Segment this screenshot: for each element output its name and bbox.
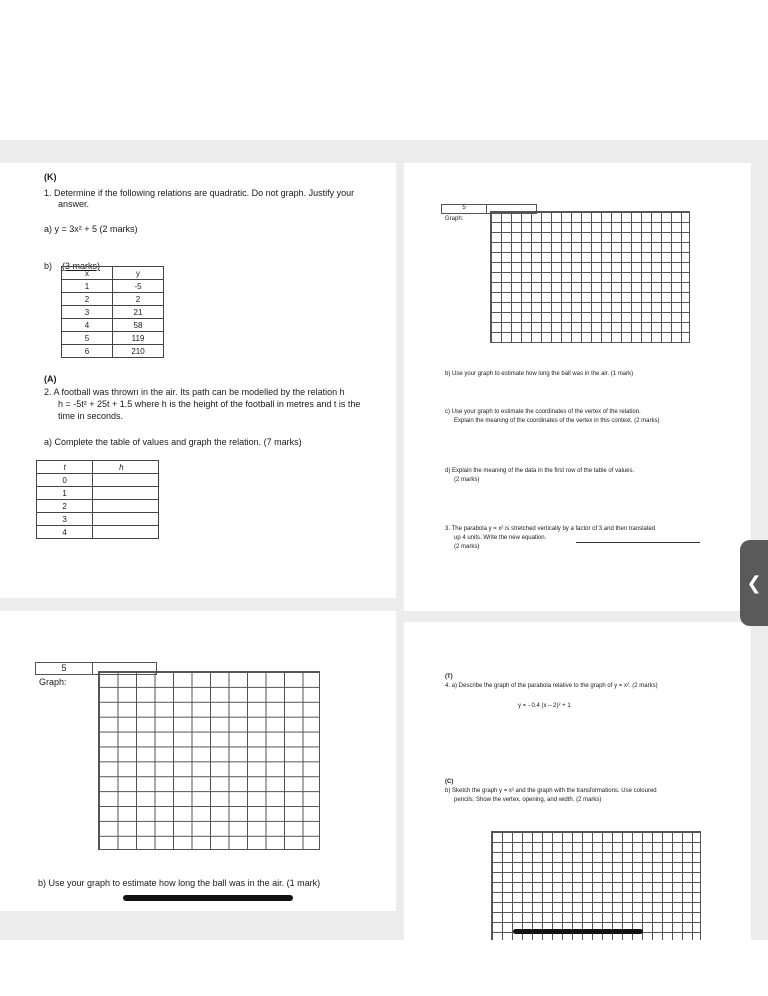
table-header-row bbox=[62, 267, 164, 280]
question-1b-label: b) bbox=[44, 261, 53, 271]
cell-h[interactable] bbox=[93, 500, 159, 513]
cell-y: 2 bbox=[113, 293, 164, 306]
col-header-y: y bbox=[113, 267, 164, 280]
table-xy bbox=[61, 266, 164, 358]
question-b: b) Use your graph to estimate how long the ball was in the air. (1 mark) bbox=[38, 878, 321, 888]
scroll-handle[interactable] bbox=[513, 929, 643, 934]
table-row bbox=[37, 487, 159, 500]
table-row bbox=[62, 306, 164, 319]
table-row bbox=[62, 332, 164, 345]
question-d: d) Explain the meaning of the data in the first row of the table of values. bbox=[445, 468, 635, 474]
a-label: (A) bbox=[44, 374, 57, 384]
table-row bbox=[37, 500, 159, 513]
graph-label: Graph: bbox=[445, 216, 464, 222]
page-2[interactable] bbox=[404, 163, 751, 611]
question-2a: a) Complete the table of values and graph the relation. (7 marks) bbox=[44, 437, 302, 447]
cell-x: 6 bbox=[62, 345, 113, 358]
question-4b-cont: pencils. Show the vertex, opening, and width. (2 marks) bbox=[454, 797, 602, 803]
answer-line[interactable] bbox=[576, 542, 700, 543]
table-row bbox=[62, 293, 164, 306]
col-header-h: h bbox=[93, 461, 159, 474]
cell-x: 1 bbox=[62, 280, 113, 293]
table-th bbox=[36, 460, 159, 539]
cell-h[interactable] bbox=[93, 487, 159, 500]
question-2-cont: time in seconds. bbox=[58, 411, 124, 421]
question-4a: 4. a) Describe the graph of the parabola relative to the graph of y = x². (2 marks) bbox=[445, 683, 658, 689]
t-label: (T) bbox=[445, 674, 453, 680]
question-3: 3. The parabola y = x² is stretched vertically by a factor of 3 and then translated bbox=[445, 526, 656, 532]
score-value: 5 bbox=[441, 204, 487, 214]
chevron-left-icon: ❮ bbox=[746, 572, 762, 594]
table-row bbox=[62, 319, 164, 332]
question-2: 2. A football was thrown in the air. Its path can be modelled by the relation h bbox=[44, 387, 345, 397]
question-1b-marks: (3 marks) bbox=[62, 261, 100, 271]
cell-y: 21 bbox=[113, 306, 164, 319]
cell-t: 0 bbox=[37, 474, 93, 487]
cell-h[interactable] bbox=[93, 526, 159, 539]
side-panel-toggle[interactable] bbox=[740, 540, 768, 626]
col-header-x: x bbox=[62, 267, 113, 280]
cell-t: 4 bbox=[37, 526, 93, 539]
graph-label: Graph: bbox=[39, 677, 67, 687]
table-row bbox=[62, 345, 164, 358]
cell-x: 4 bbox=[62, 319, 113, 332]
k-label: (K) bbox=[44, 172, 57, 182]
table-header-row bbox=[37, 461, 159, 474]
question-c: c) Use your graph to estimate the coordinates of the vertex of the relation. bbox=[445, 409, 641, 415]
cell-t: 3 bbox=[37, 513, 93, 526]
score-value: 5 bbox=[35, 662, 93, 675]
cell-t: 1 bbox=[37, 487, 93, 500]
table-row bbox=[37, 474, 159, 487]
question-3-marks: (2 marks) bbox=[454, 544, 480, 550]
page-4[interactable] bbox=[404, 622, 751, 940]
cell-t: 2 bbox=[37, 500, 93, 513]
graph-grid[interactable] bbox=[491, 831, 701, 940]
cell-h[interactable] bbox=[93, 513, 159, 526]
col-header-t: t bbox=[37, 461, 93, 474]
cell-x: 2 bbox=[62, 293, 113, 306]
question-4-equation: y = - 0.4 (x – 2)² + 1 bbox=[518, 703, 571, 709]
cell-x: 3 bbox=[62, 306, 113, 319]
cell-y: 58 bbox=[113, 319, 164, 332]
cell-x: 5 bbox=[62, 332, 113, 345]
graph-grid[interactable] bbox=[98, 671, 320, 850]
question-1a: a) y = 3x² + 5 (2 marks) bbox=[44, 224, 138, 234]
question-b: b) Use your graph to estimate how long the ball was in the air. (1 mark) bbox=[445, 371, 634, 377]
question-2-relation: h = -5t² + 25t + 1.5 where h is the height of the football in metres and t is the bbox=[58, 399, 361, 409]
scroll-handle[interactable] bbox=[123, 895, 293, 901]
question-1: 1. Determine if the following relations are quadratic. Do not graph. Justify your bbox=[44, 188, 355, 198]
cell-h[interactable] bbox=[93, 474, 159, 487]
question-d-marks: (2 marks) bbox=[454, 477, 480, 483]
question-4b: b) Sketch the graph y = x² and the graph with the transformations. Use coloured bbox=[445, 788, 657, 794]
cell-y: -5 bbox=[113, 280, 164, 293]
graph-grid[interactable] bbox=[490, 211, 690, 343]
page-1[interactable] bbox=[0, 163, 396, 598]
page-3[interactable] bbox=[0, 611, 396, 911]
cell-y: 210 bbox=[113, 345, 164, 358]
table-row bbox=[37, 513, 159, 526]
question-c-cont: Explain the meaning of the coordinates of the vertex in this context. (2 marks) bbox=[454, 418, 660, 424]
question-3-cont: up 4 units. Write the new equation. bbox=[454, 535, 547, 541]
c-label: (C) bbox=[445, 779, 454, 785]
cell-y: 119 bbox=[113, 332, 164, 345]
question-1-cont: answer. bbox=[58, 199, 90, 209]
table-row bbox=[62, 280, 164, 293]
table-row bbox=[37, 526, 159, 539]
